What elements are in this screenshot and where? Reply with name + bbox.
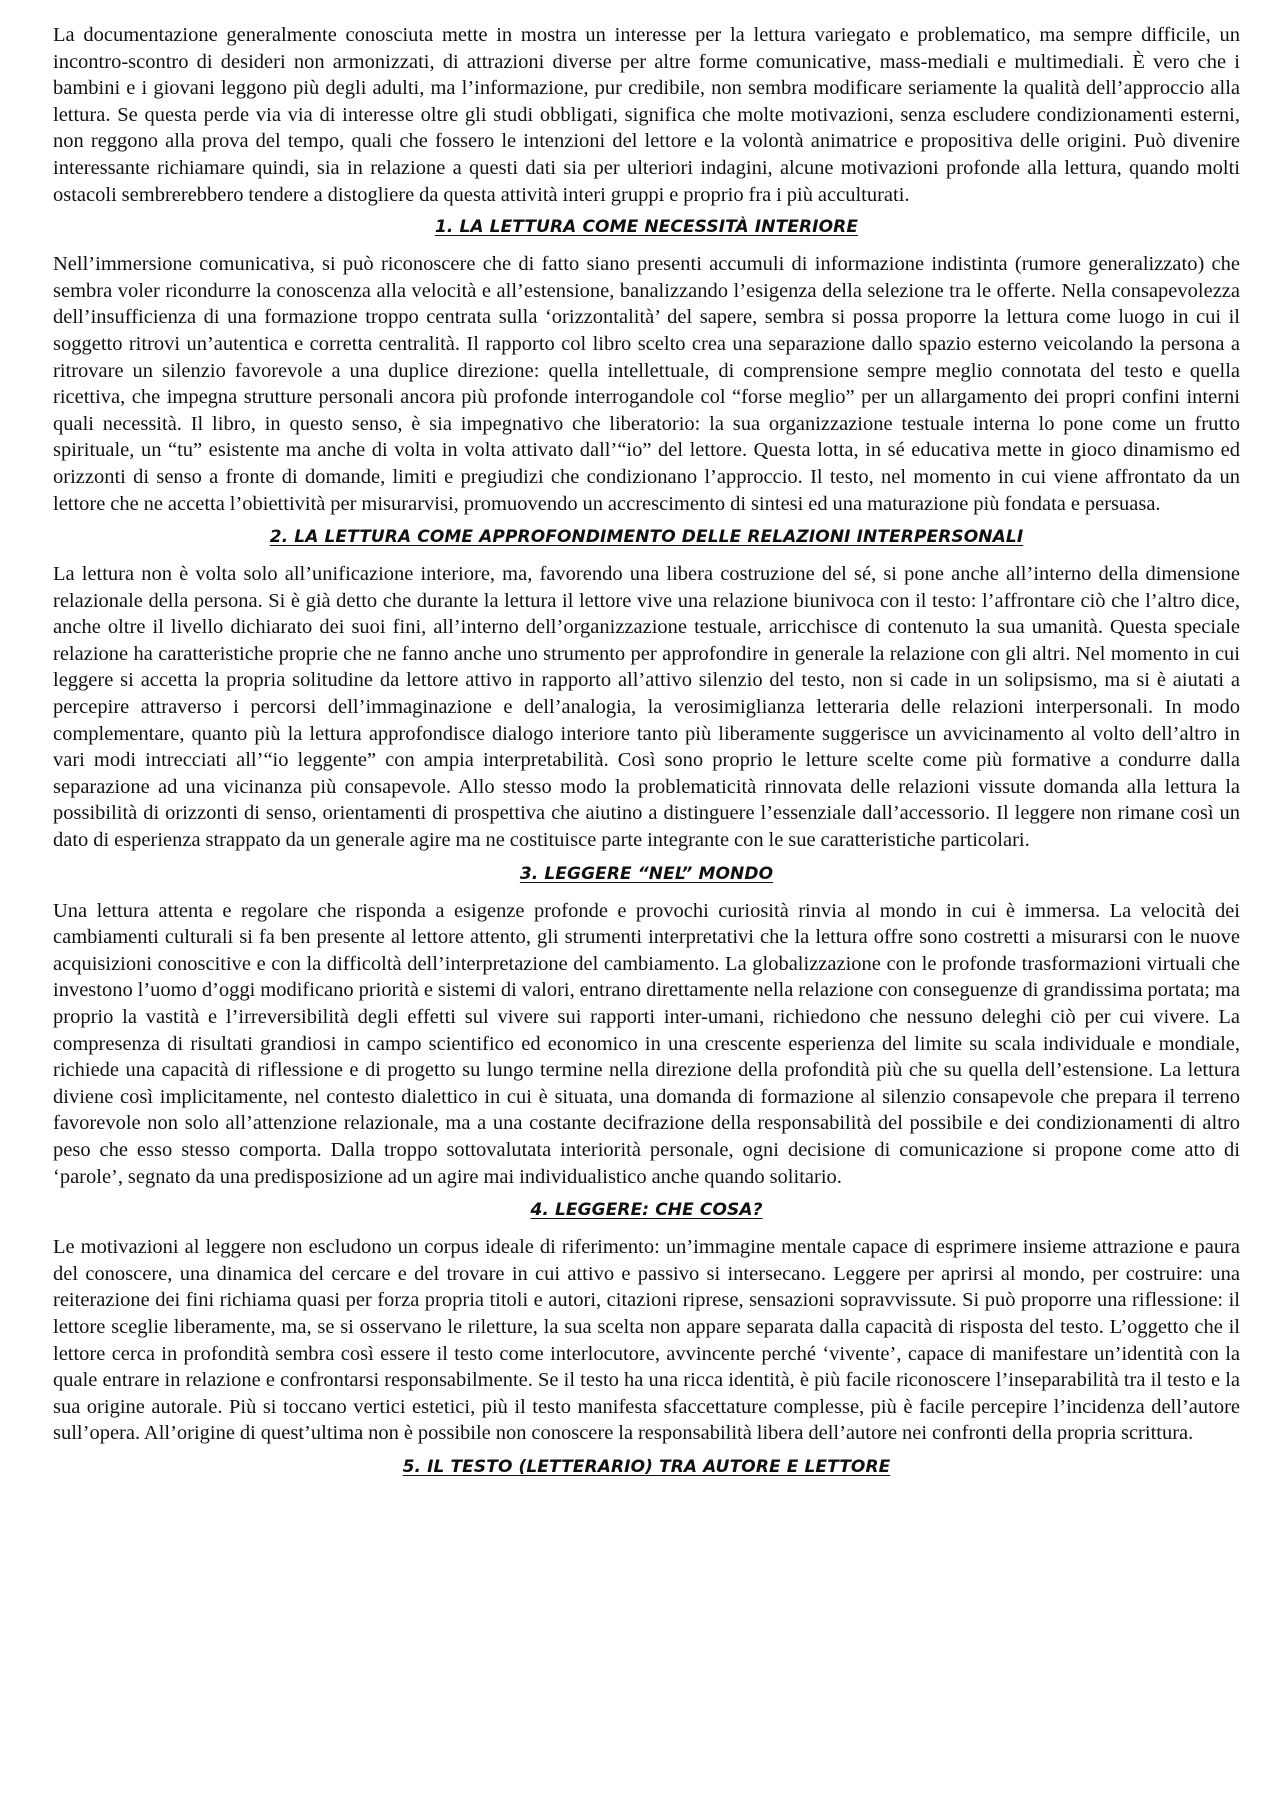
section-4-heading: 4. LEGGERE: CHE COSA? bbox=[530, 1200, 763, 1221]
document-page bbox=[53, 22, 1240, 1491]
section-1-paragraph: Nell’immersione comunicativa, si può riconoscere che di fatto siano presenti accumuli di informazione indistinta (rumore generalizzato) che sembra voler ricondurre la conoscenza alla velocità e all’estensione, banalizzando l’esigenza della selezione tra le offerte. Nella consapevolezza dell’insufficienza di una formazione troppo centrata sulla ‘orizzontalità’ del sapere, sembra si possa proporre la lettura come luogo in cui il soggetto ritrovi un’autentica e corretta centralità. Il rapporto col libro scelto crea una separazione dallo spazio esterno veicolando la persona a ritrovare un silenzio favorevole a una duplice direzione: quella intellettuale, di comprensione sempre meglio connotata del testo e quella ricettiva, che impegna strutture personali ancora più profonde interrogandole col “forse meglio” per un allargamento dei propri confini interni quali necessità. Il libro, in questo senso, è sia impegnativo che liberatorio: la sua organizzazione testuale interna lo pone come un frutto spirituale, un “tu” esistente ma anche di volta in volta attivato dall’“io” del lettore. Questa lotta, in sé educativa mette in gioco dinamismo ed orizzonti di senso a fronte di domande, limiti e pregiudizi che condizionano l’approccio. Il testo, nel momento in cui viene affrontato da un lettore che ne accetta l’obiettività per misurarvisi, promuovendo un accrescimento di sintesi ed una maturazione più fondata e persuasa. bbox=[53, 253, 1240, 515]
intro-paragraph: La documentazione generalmente conosciuta mette in mostra un interesse per la lettura variegato e problematico, ma sempre difficile, un incontro-scontro di desideri non armonizzati, di attrazioni diverse per altre forme comunicative, mass-mediali e multimediali. È vero che i bambini e i giovani leggono più degli adulti, ma l’informazione, pur credibile, non sembra modificare seriamente la qualità dell’approccio alla lettura. Se questa perde via via di interesse oltre gli studi obbligati, significa che molte motivazioni, senza escludere condizionamenti esterni, non reggono alla prova del tempo, quali che fossero le intenzioni del lettore e la volontà animatrice e propositiva delle origini. Può divenire interessante richiamare quindi, sia in relazione a questi dati sia per ulteriori indagini, alcune motivazioni profonde alla lettura, quando molti ostacoli sembrerebbero tendere a distogliere da questa attività interi gruppi e proprio fra i più acculturati. bbox=[53, 24, 1240, 206]
section-2-heading: 2. LA LETTURA COME APPROFONDIMENTO DELLE RELAZIONI INTERPERSONALI bbox=[269, 527, 1024, 548]
section-1-heading: 1. LA LETTURA COME NECESSITÀ INTERIORE bbox=[434, 217, 859, 238]
section-4-paragraph: Le motivazioni al leggere non escludono un corpus ideale di riferimento: un’immagine mentale capace di esprimere insieme attrazione e paura del conoscere, una dinamica del cercare e del trovare in cui attivo e passivo si intersecano. Leggere per aprirsi al mondo, per costruire: una reiterazione dei fini richiama quasi per forza propria titoli e autori, citazioni riprese, sensazioni sopravvissute. Si può proporre una riflessione: il lettore sceglie liberamente, ma, se si osservano le riletture, la sua scelta non appare separata dalla capacità di risposta del testo. L’oggetto che il lettore cerca in profondità sembra così essere il testo come interlocutore, avvincente perché ‘vivente’, capace di manifestare un’identità con la quale entrare in relazione e confrontarsi responsabilmente. Se il testo ha una ricca identità, è più facile riconoscere l’inseparabilità tra il testo e la sua origine autorale. Più si toccano vertici estetici, più il testo manifesta sfaccettature complesse, più è facile percepire l’incidenza dell’autore sull’opera. All’origine di quest’ultima non è possibile non conoscere la responsabilità libera dell’autore nei confronti della propria scrittura. bbox=[53, 1236, 1240, 1445]
section-2-paragraph: La lettura non è volta solo all’unificazione interiore, ma, favorendo una libera costruzione del sé, si pone anche all’interno della dimensione relazionale della persona. Si è già detto che durante la lettura il lettore vive una relazione biunivoca con il testo: l’affrontare ciò che l’altro dice, anche oltre il livello dichiarato dei suoi fini, all’interno dell’organizzazione testuale, arricchisce di contenuto la sua umanità. Questa speciale relazione ha caratteristiche proprie che ne fanno anche uno strumento per approfondire in generale la relazione con gli altri. Nel momento in cui leggere si accetta la propria solitudine da lettore attivo in rapporto all’attivo silenzio del testo, non si cade in un solipsismo, ma si è aiutati a percepire attraverso i percorsi dell’immaginazione e dell’analogia, la verosimiglianza letteraria delle relazioni interpersonali. In modo complementare, quanto più la lettura approfondisce dialogo interiore tanto più liberamente suggerisce un avvicinamento al volto dell’altro in vari modi intrecciati all’“io leggente” con ampia interpretabilità. Così sono proprio le letture scelte come più formative a condurre dalla separazione ad una vicinanza più consapevole. Allo stesso modo la problematicità rinnovata delle relazioni vissute domanda alla lettura la possibilità di orizzonti di senso, orientamenti di prospettiva che aiutino a distinguere l’essenziale dall’accessorio. Il leggere non rimane così un dato di esperienza strappato da un generale agire ma ne costituisce parte integrante con le sue caratteristiche particolari. bbox=[53, 563, 1240, 852]
section-5-heading: 5. IL TESTO (LETTERARIO) TRA AUTORE E LETTORE bbox=[402, 1456, 891, 1477]
section-3-paragraph: Una lettura attenta e regolare che risponda a esigenze profonde e provochi curiosità rinvia al mondo in cui è immersa. La velocità dei cambiamenti culturali si fa ben presente al lettore attento, gli strumenti interpretativi che la lettura offre sono costretti a misurarsi con le nuove acquisizioni conoscitive e con la difficoltà dell’interpretazione del cambiamento. La globalizzazione con le profonde trasformazioni virtuali che investono l’uomo d’oggi modificano priorità e sistemi di valori, entrano direttamente nella relazione con conseguenze di grandissima portata; ma proprio la vastità e l’irreversibilità degli effetti sul vivere sui rapporti inter-umani, richiedono che nessuno deleghi ciò per cui vivere. La compresenza di risultati grandiosi in campo scientifico ed economico in una crescente esperienza del limite su scala individuale e mondiale, richiede una capacità di riflessione e di progetto su lungo termine nella direzione della profondità più che su quella dell’estensione. La lettura diviene così implicitamente, nel contesto dialettico in cui è situata, una domanda di formazione al silenzio consapevole che prepara il terreno favorevole non solo all’attenzione relazionale, ma a una costante decifrazione della responsabilità del possibile e dei condizionamenti di altro peso che esso stesso comporta. Dalla troppo sottovalutata interiorità personale, ogni decisione di comunicazione si propone come atto di ‘parole’, segnato da una predisposizione ad un agire mai individualistico anche quando solitario. bbox=[53, 899, 1240, 1188]
section-3-heading: 3. LEGGERE “NEL” MONDO bbox=[519, 863, 774, 884]
